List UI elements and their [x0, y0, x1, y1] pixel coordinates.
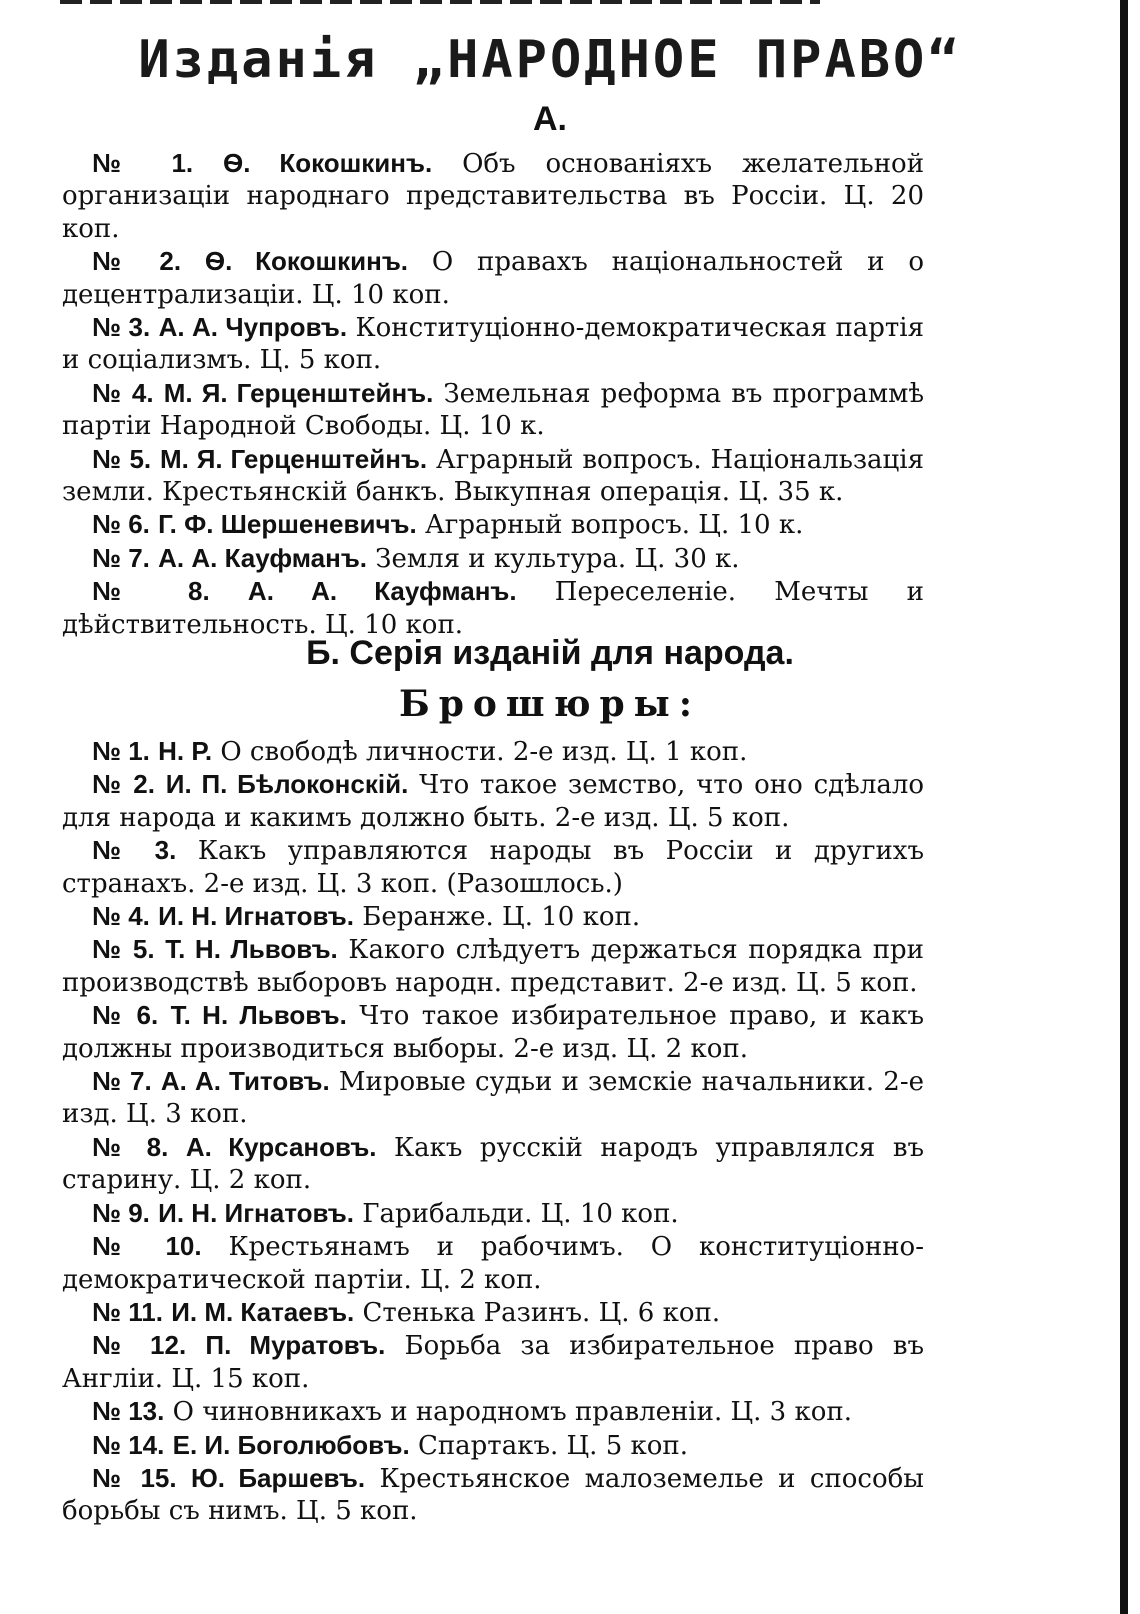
- entry-text: Гарибальди. Ц. 10 коп.: [362, 1198, 679, 1229]
- entry-number: № 5.: [92, 443, 152, 474]
- entry-author: Т. Н. Львовъ.: [170, 1000, 347, 1031]
- entry-author: Ѳ. Кокошкинъ.: [204, 246, 408, 277]
- entry-text: Переселеніе. Мечты и дѣйствительность. Ц. 10 коп.: [62, 577, 925, 640]
- entry-number: № 7.: [92, 542, 150, 573]
- list-item: [62, 999, 924, 1065]
- list-item: [62, 933, 924, 999]
- list-item: [62, 1065, 924, 1131]
- entry-author: Ѳ. Кокошкинъ.: [223, 148, 433, 178]
- top-border-rule: [60, 0, 820, 4]
- section-a-list: [62, 147, 924, 641]
- entry-number: № 3.: [92, 835, 177, 866]
- list-item: [62, 542, 924, 575]
- list-item: [62, 1429, 924, 1462]
- list-item: [62, 1230, 924, 1296]
- entry-text: Что такое земство, что оно сдѣлало для народа и какимъ должно быть. 2-е изд. Ц. 5 коп.: [62, 770, 925, 833]
- entry-number: № 4.: [92, 901, 150, 932]
- list-item: [62, 311, 924, 377]
- entry-author: Н. Р.: [158, 736, 213, 766]
- entry-author: А. А. Титовъ.: [160, 1066, 330, 1097]
- list-item: [62, 1329, 924, 1395]
- list-item: [62, 735, 924, 768]
- entry-text: Беранже. Ц. 10 коп.: [362, 902, 641, 933]
- entry-number: № 15.: [92, 1462, 177, 1493]
- entry-number: № 5.: [92, 934, 155, 965]
- entry-text: Что такое избирательное право, и какъ должны производиться выборы. 2-е изд. Ц. 2 коп.: [62, 1001, 925, 1064]
- list-item: [62, 377, 924, 443]
- entry-author: М. Я. Герценштейнъ.: [163, 377, 434, 408]
- entry-text: Какъ управляются народы въ Россіи и другихъ странахъ. 2-е изд. Ц. 3 коп. (Разошлось.): [62, 836, 925, 899]
- entry-number: № 8.: [92, 1131, 169, 1162]
- entry-number: № 12.: [92, 1330, 187, 1361]
- entry-text: Земля и культура. Ц. 30 к.: [375, 543, 740, 574]
- entry-text: Стенька Разинъ. Ц. 6 коп.: [362, 1297, 721, 1328]
- entry-number: № 4.: [92, 377, 154, 408]
- entry-text: Объ основаніяхъ желательной организаціи народнаго представительства въ Россіи. Ц. 20 коп.: [62, 149, 925, 244]
- entry-text: Борьба за избирательное право въ Англіи. Ц. 15 коп.: [62, 1331, 925, 1394]
- entry-number: № 1.: [92, 736, 150, 766]
- list-item: [62, 768, 924, 834]
- list-item: [62, 1131, 924, 1197]
- entry-text: О свободѣ личности. 2-е изд. Ц. 1 коп.: [220, 737, 748, 767]
- entry-number: № 3.: [92, 312, 151, 343]
- entry-author: А. А. Кауфманъ.: [247, 576, 517, 607]
- entry-number: № 7.: [92, 1066, 152, 1097]
- entry-author: Ю. Баршевъ.: [190, 1462, 366, 1493]
- entry-number: № 11.: [92, 1296, 163, 1327]
- entry-number: № 2.: [92, 246, 182, 277]
- entry-author: П. Муратовъ.: [205, 1330, 386, 1361]
- right-border-rule: [1120, 0, 1128, 1614]
- entry-author: И. Н. Игнатовъ.: [158, 1197, 354, 1228]
- entry-text: Какъ русскій народъ управлялся въ старину. Ц. 2 коп.: [62, 1132, 925, 1196]
- entry-author: И. П. Бѣлоконскій.: [165, 769, 409, 800]
- list-item: [62, 575, 924, 641]
- entry-number: № 13.: [92, 1396, 165, 1427]
- list-item: [62, 443, 924, 509]
- entry-number: № 9.: [92, 1197, 150, 1228]
- entry-author: А. А. Кауфманъ.: [158, 542, 368, 573]
- section-a-heading: А.: [533, 100, 567, 138]
- entry-author: Т. Н. Львовъ.: [165, 934, 338, 965]
- entry-number: № 2.: [92, 769, 155, 800]
- entry-text: Спартакъ. Ц. 5 коп.: [417, 1430, 689, 1461]
- section-b-heading: Б. Серія изданій для народа.: [306, 634, 794, 672]
- entry-text: Земельная реформа въ программѣ партіи Народной Свободы. Ц. 10 к.: [62, 378, 925, 442]
- entry-text: Конституціонно-демократическая партія и соціализмъ. Ц. 5 коп.: [62, 313, 925, 376]
- entry-text: Крестьянское малоземелье и способы борьбы съ нимъ. Ц. 5 коп.: [62, 1463, 924, 1527]
- entry-author: И. М. Катаевъ.: [171, 1296, 355, 1327]
- entry-number: № 6.: [92, 1000, 159, 1031]
- entry-number: № 8.: [92, 576, 210, 607]
- entry-text: Аграрный вопросъ. Ц. 10 к.: [425, 510, 804, 541]
- entry-text: О правахъ національностей и о децентрализаціи. Ц. 10 коп.: [62, 247, 924, 310]
- entry-author: Е. И. Боголюбовъ.: [172, 1429, 410, 1460]
- list-item: [62, 1462, 924, 1528]
- entry-number: № 6.: [92, 509, 150, 540]
- entry-text: Какого слѣдуетъ держаться порядка при производствѣ выборовъ народн. представит. 2-е изд. Ц. 5 коп.: [62, 935, 925, 998]
- entry-text: Крестьянамъ и рабочимъ. О конституціонно-демократической партіи. Ц. 2 коп.: [62, 1232, 924, 1295]
- entry-number: № 10.: [92, 1231, 202, 1262]
- entry-number: № 14.: [92, 1429, 165, 1460]
- list-item: [62, 245, 924, 311]
- list-item: [62, 1296, 924, 1329]
- entry-author: М. Я. Герценштейнъ.: [160, 443, 428, 474]
- entry-text: Мировые судьи и земскіе начальники. 2-е изд. Ц. 3 коп.: [62, 1067, 925, 1130]
- brochures-subheading: Брошюры:: [398, 683, 702, 725]
- entry-author: Г. Ф. Шершеневичъ.: [158, 509, 417, 540]
- section-b-list: [62, 735, 924, 1528]
- entry-author: А. А. Чупровъ.: [158, 312, 348, 343]
- list-item: [62, 900, 924, 933]
- list-item: [62, 1197, 924, 1230]
- list-item: [62, 508, 924, 541]
- entry-text: О чиновникахъ и народномъ правленіи. Ц. 3 коп.: [172, 1397, 852, 1428]
- entry-author: А. Курсановъ.: [185, 1131, 377, 1162]
- list-item: [62, 834, 924, 900]
- entry-number: № 1.: [92, 148, 194, 178]
- list-item: [62, 1395, 924, 1428]
- page-header-stamp: Изданія „НАРОДНОЕ ПРАВО“: [138, 30, 962, 90]
- list-item: [62, 147, 924, 245]
- entry-text: Аграрный вопросъ. Національзація земли. Крестьянскій банкъ. Выкупная операція. Ц. 35 к.: [62, 444, 924, 508]
- entry-author: И. Н. Игнатовъ.: [158, 901, 354, 932]
